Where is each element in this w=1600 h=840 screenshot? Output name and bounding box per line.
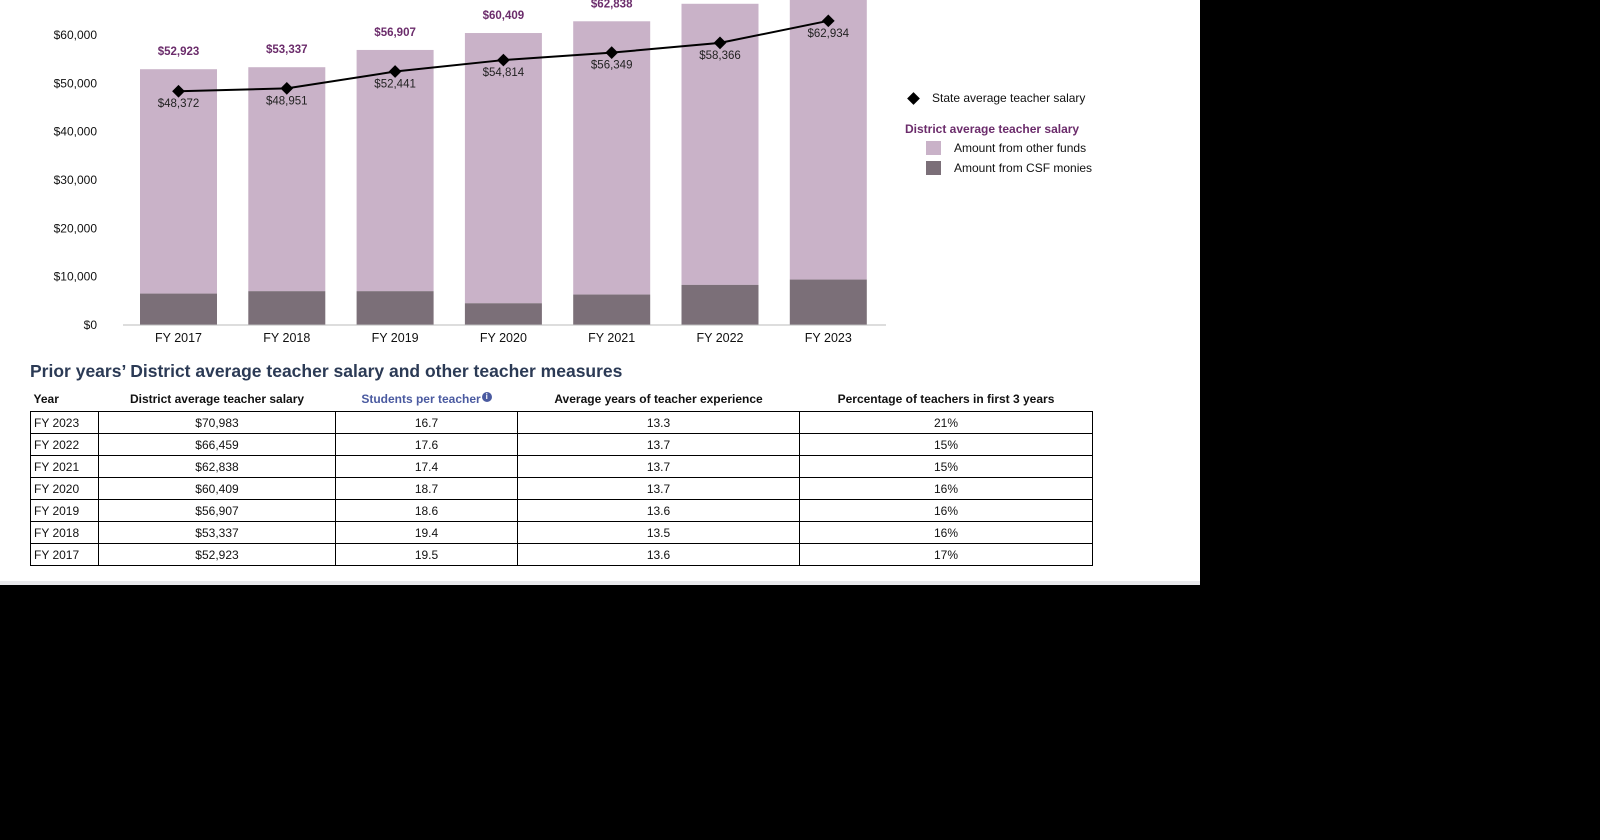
table-cell: FY 2018: [31, 522, 99, 544]
bar-csf-monies: [248, 291, 325, 325]
table-cell: $60,409: [99, 478, 336, 500]
table-cell: FY 2017: [31, 544, 99, 566]
district-total-label: $52,923: [157, 46, 200, 59]
x-tick-label: FY 2018: [263, 331, 311, 345]
table-cell: 16%: [800, 522, 1093, 544]
table-cell: 13.6: [518, 544, 800, 566]
table-cell: $66,459: [99, 434, 336, 456]
legend: [905, 88, 1165, 178]
bar-csf-monies: [682, 285, 759, 325]
table-row: [31, 456, 1093, 478]
x-tick-label: FY 2017: [154, 331, 203, 345]
district-total-label: $56,907: [374, 26, 416, 39]
table-cell: 16.7: [336, 412, 518, 434]
x-axis: [155, 331, 852, 345]
state-salary-label: $48,372: [157, 98, 200, 111]
table-cell: 13.3: [518, 412, 800, 434]
y-tick-label: $10,000: [53, 269, 97, 284]
x-tick-label: FY 2019: [371, 331, 419, 345]
legend-label-state: State average teacher salary: [932, 91, 1086, 105]
table-row: [31, 522, 1093, 544]
table-cell: 19.5: [336, 544, 518, 566]
table-cell: 13.6: [518, 500, 800, 522]
table-cell: FY 2021: [31, 456, 99, 478]
y-tick-label: $30,000: [53, 173, 97, 187]
y-tick-label: $40,000: [53, 124, 97, 139]
legend-item-state: [905, 88, 1165, 108]
header-district-salary: District average teacher salary: [129, 391, 305, 406]
header-years-experience: Average years of teacher experience: [554, 391, 763, 406]
legend-item-csf: [905, 158, 1165, 178]
district-total-label: $53,337: [266, 44, 308, 57]
table-row: [31, 500, 1093, 522]
info-icon[interactable]: i: [482, 392, 492, 402]
table-row: [31, 434, 1093, 456]
state-salary-label: $58,366: [699, 49, 741, 62]
x-tick-label: FY 2020: [479, 331, 527, 345]
y-axis: [54, 28, 98, 332]
table-cell: $52,923: [99, 544, 336, 566]
header-students-per-teacher[interactable]: [336, 386, 518, 412]
table-cell: 13.7: [518, 456, 800, 478]
table-cell: 16%: [800, 478, 1093, 500]
header-first-3-years: Percentage of teachers in first 3 years: [837, 391, 1055, 406]
legend-label-other-funds: Amount from other funds: [954, 141, 1087, 155]
header-students-label[interactable]: Students per teacher: [361, 391, 481, 406]
table-row: [31, 478, 1093, 500]
bar-other-funds: [790, 0, 867, 280]
bar-csf-monies: [573, 295, 650, 325]
legend-heading-district: District average teacher salary: [905, 122, 1080, 136]
district-total-label: $62,838: [590, 0, 633, 11]
table-cell: 18.6: [336, 500, 518, 522]
state-salary-label: $62,934: [807, 27, 850, 40]
table-cell: 17.6: [336, 434, 518, 456]
district-total-label: $60,409: [482, 10, 525, 23]
table-cell: FY 2022: [31, 434, 99, 456]
table-cell: FY 2020: [31, 478, 99, 500]
table-cell: 13.5: [518, 522, 800, 544]
table-title: Prior years’ District average teacher salary and other teacher measures: [30, 361, 623, 381]
other-funds-swatch: [926, 141, 941, 155]
table-row: [31, 412, 1093, 434]
district-labels: [158, 0, 633, 58]
bar-csf-monies: [790, 280, 867, 325]
csf-swatch: [926, 161, 941, 175]
state-salary-label: $56,349: [590, 59, 633, 72]
y-tick-label: $50,000: [53, 76, 97, 91]
table-cell: 13.7: [518, 434, 800, 456]
diamond-icon: [907, 92, 920, 105]
table-cell: 15%: [800, 434, 1093, 456]
y-tick-label: $60,000: [53, 28, 97, 42]
y-tick-label: $20,000: [53, 221, 97, 236]
table-cell: 18.7: [336, 478, 518, 500]
bar-csf-monies: [140, 294, 217, 325]
bar-csf-monies: [357, 291, 434, 325]
table-cell: $56,907: [99, 500, 336, 522]
table-cell: 21%: [800, 412, 1093, 434]
x-tick-label: FY 2022: [696, 331, 744, 345]
table-cell: $70,983: [99, 412, 336, 434]
teacher-measures-table: [30, 386, 1093, 566]
table-cell: FY 2023: [31, 412, 99, 434]
bars: [140, 0, 867, 325]
state-salary-label: $52,441: [374, 78, 416, 91]
table-header-row: [31, 386, 1093, 412]
state-salary-label: $54,814: [482, 67, 525, 80]
table-cell: 16%: [800, 500, 1093, 522]
panel-bottom-edge: [0, 581, 1200, 585]
table-cell: $62,838: [99, 456, 336, 478]
table-cell: 17%: [800, 544, 1093, 566]
table-row: [31, 544, 1093, 566]
table-cell: FY 2019: [31, 500, 99, 522]
header-year: Year: [33, 391, 59, 406]
x-tick-label: FY 2021: [588, 331, 636, 345]
legend-item-other-funds: [905, 138, 1165, 158]
table-cell: $53,337: [99, 522, 336, 544]
bar-csf-monies: [465, 303, 542, 325]
table-cell: 17.4: [336, 456, 518, 478]
state-salary-label: $48,951: [266, 95, 308, 108]
table-body: [31, 412, 1093, 566]
y-tick-label: $0: [83, 318, 97, 332]
table-cell: 13.7: [518, 478, 800, 500]
table-cell: 19.4: [336, 522, 518, 544]
legend-label-csf: Amount from CSF monies: [954, 161, 1093, 175]
x-tick-label: FY 2023: [804, 331, 852, 345]
table-cell: 15%: [800, 456, 1093, 478]
